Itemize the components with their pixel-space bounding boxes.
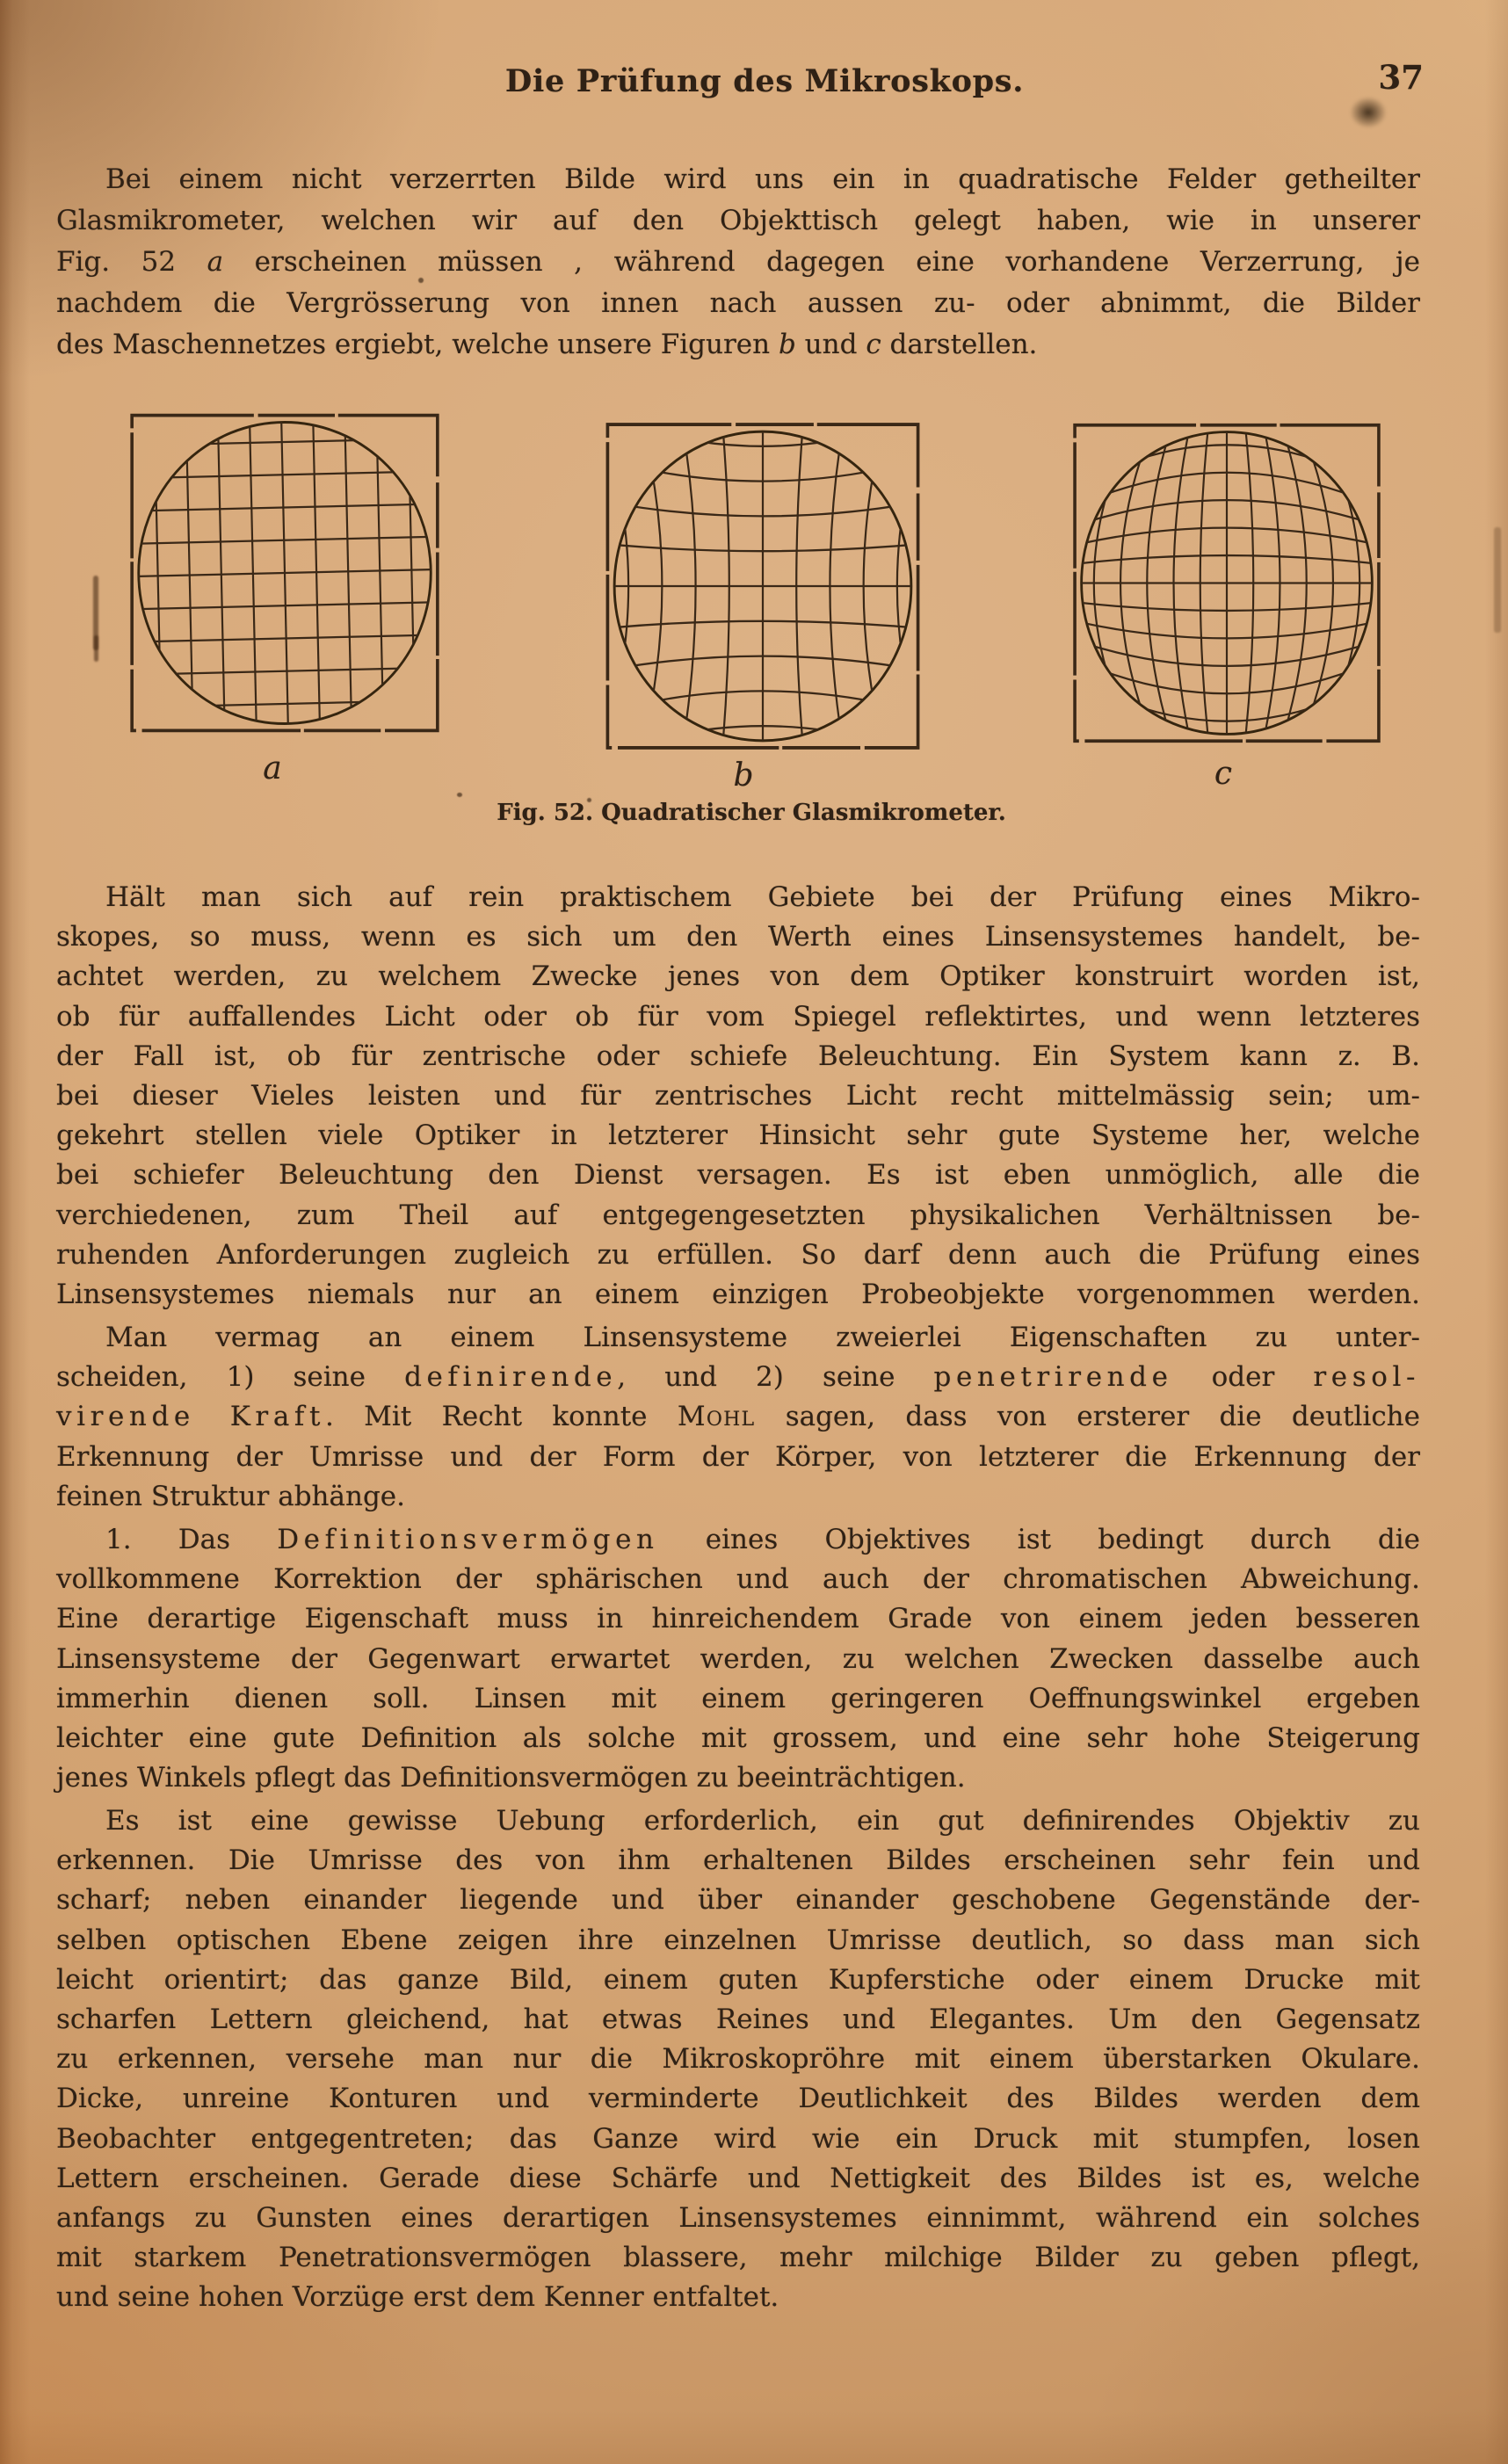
- text-line: der Fall ist, ob für zentrische oder schiefe Beleuchtung. Ein System kann z. B.: [56, 1040, 1420, 1072]
- text-line: Fig. 52 a erscheinen müssen , während dagegen eine vorhandene Verzerrung, je: [56, 246, 1420, 278]
- text-line: leichter eine gute Definition als solche mit grossem, und eine sehr hohe Steigerung: [56, 1722, 1420, 1755]
- text-line: Dicke, unreine Konturen und verminderte Deutlichkeit des Bildes werden dem: [56, 2083, 1420, 2115]
- text-line: anfangs zu Gunsten eines derartigen Linsensystemes einnimmt, während ein solches: [56, 2202, 1420, 2235]
- text-line: nachdem die Vergrösserung von innen nach aussen zu- oder abnimmt, die Bilder: [56, 287, 1420, 319]
- text-line: ob für auffallendes Licht oder ob für vom Spiegel reflektirtes, und wenn letzteres: [56, 1000, 1420, 1033]
- text-line: scharfen Lettern gleichend, hat etwas Reines und Elegantes. Um den Gegensatz: [56, 2004, 1420, 2036]
- text-line: Lettern erscheinen. Gerade diese Schärfe und Nettigkeit des Bildes ist es, welche: [56, 2162, 1420, 2194]
- text-line: scharf; neben einander liegende und über einander geschobene Gegenstände der-: [56, 1884, 1420, 1917]
- text-line: bei dieser Vieles leisten und für zentrisches Licht recht mittelmässig sein; um-: [56, 1080, 1420, 1112]
- text-line: skopes, so muss, wenn es sich um den Werth eines Linsensystemes handelt, be-: [56, 921, 1420, 953]
- text-line: 1. Das Definitionsvermögen eines Objektives ist bedingt durch die: [105, 1524, 1420, 1555]
- text-line: Hält man sich auf rein praktischem Gebiete bei der Prüfung eines Mikro-: [105, 881, 1420, 913]
- text-line: Es ist eine gewisse Uebung erforderlich, ein gut definirendes Objektiv zu: [105, 1805, 1420, 1837]
- text-line: feinen Struktur abhänge.: [56, 1480, 406, 1512]
- ink-smudge: [1350, 97, 1387, 128]
- paragraph: [56, 159, 1420, 366]
- text-line: bei schiefer Beleuchtung den Dienst versagen. Es ist eben unmöglich, alle die: [56, 1159, 1420, 1192]
- figure-panel-c: [1061, 410, 1393, 756]
- text-line: ruhenden Anforderungen zugleich zu erfüllen. So darf denn auch die Prüfung eines: [56, 1238, 1420, 1271]
- page-edge-shadow: [1494, 527, 1501, 633]
- figure-panel-label: b: [733, 757, 754, 794]
- text-line: vollkommene Korrektion der sphärischen und auch der chromatischen Abweichung.: [56, 1563, 1420, 1596]
- text-line: scheiden, 1) seine definirende, und 2) seine penetrirende oder resol-: [56, 1361, 1420, 1394]
- paragraph: [56, 1801, 1420, 2318]
- text-line: mit starkem Penetrationsvermögen blassere, mehr milchige Bilder zu geben pflegt,: [56, 2242, 1420, 2274]
- figure-panel-a: [118, 401, 452, 745]
- figure-caption: Fig. 52. Quadratischer Glasmikrometer.: [497, 800, 1006, 826]
- text-line: Man vermag an einem Linsensysteme zweierlei Eigenschaften zu unter-: [105, 1322, 1420, 1353]
- running-header: Die Prüfung des Mikroskops.: [504, 63, 1025, 99]
- text-line: achtet werden, zu welchem Zwecke jenes von dem Optiker konstruirt worden ist,: [56, 960, 1420, 993]
- text-line: zu erkennen, versehe man nur die Mikroskopröhre mit einem überstarken Okulare.: [56, 2043, 1420, 2076]
- text-line: selben optischen Ebene zeigen ihre einzelnen Umrisse deutlich, so dass man sich: [56, 1924, 1420, 1956]
- barrel-grid-figure: [1061, 410, 1393, 756]
- text-line: erkennen. Die Umrisse des von ihm erhaltenen Bildes erscheinen sehr fein und: [56, 1844, 1420, 1877]
- text-line: virende Kraft. Mit Recht konnte Mohl sagen, dass von ersterer die deutliche: [56, 1401, 1420, 1433]
- text-line: gekehrt stellen viele Optiker in letzterer Hinsicht sehr gute Systeme her, welche: [56, 1120, 1420, 1152]
- text-line: leicht orientirt; das ganze Bild, einem guten Kupferstiche oder einem Drucke mit: [56, 1963, 1420, 1996]
- figure-panel-label: a: [263, 750, 282, 786]
- paragraph: [56, 1318, 1420, 1517]
- paragraph: [56, 878, 1420, 1315]
- text-line: immerhin dienen soll. Linsen mit einem geringeren Oeffnungswinkel ergeben: [56, 1682, 1420, 1714]
- pincushion-grid-figure: [593, 409, 932, 763]
- text-line: des Maschennetzes ergiebt, welche unsere Figuren b und c darstellen.: [56, 329, 1038, 360]
- text-line: Linsensystemes niemals nur an einem einzigen Probeobjekte vorgenommen werden.: [56, 1279, 1420, 1311]
- print-artifact-mark: [94, 635, 98, 662]
- text-line: verchiedenen, zum Theil auf entgegengesetzten physikalichen Verhältnissen be-: [56, 1199, 1420, 1231]
- page-number: 37: [1378, 58, 1424, 97]
- figure-panel-b: [593, 409, 932, 763]
- text-line: Eine derartige Eigenschaft muss in hinreichendem Grade von einem jeden besseren: [56, 1603, 1420, 1635]
- text-line: Bei einem nicht verzerrten Bilde wird uns ein in quadratische Felder getheilter: [105, 163, 1420, 195]
- text-line: jenes Winkels pflegt das Definitionsvermögen zu beeinträchtigen.: [56, 1762, 966, 1794]
- text-line: Linsensysteme der Gegenwart erwartet werden, zu welchen Zwecken dasselbe auch: [56, 1642, 1420, 1675]
- text-line: und seine hohen Vorzüge erst dem Kenner entfaltet.: [56, 2281, 779, 2314]
- text-line: Beobachter entgegentreten; das Ganze wird wie ein Druck mit stumpfen, losen: [56, 2122, 1420, 2155]
- undistorted-grid-figure: [118, 401, 452, 745]
- paragraph: [56, 1520, 1420, 1798]
- figure-panel-label: c: [1214, 756, 1233, 792]
- text-line: Erkennung der Umrisse und der Form der Körper, von letzterer die Erkennung der: [56, 1440, 1420, 1473]
- text-line: Glasmikrometer, welchen wir auf den Objekttisch gelegt haben, wie in unserer: [56, 205, 1420, 236]
- ink-speck: [457, 793, 462, 797]
